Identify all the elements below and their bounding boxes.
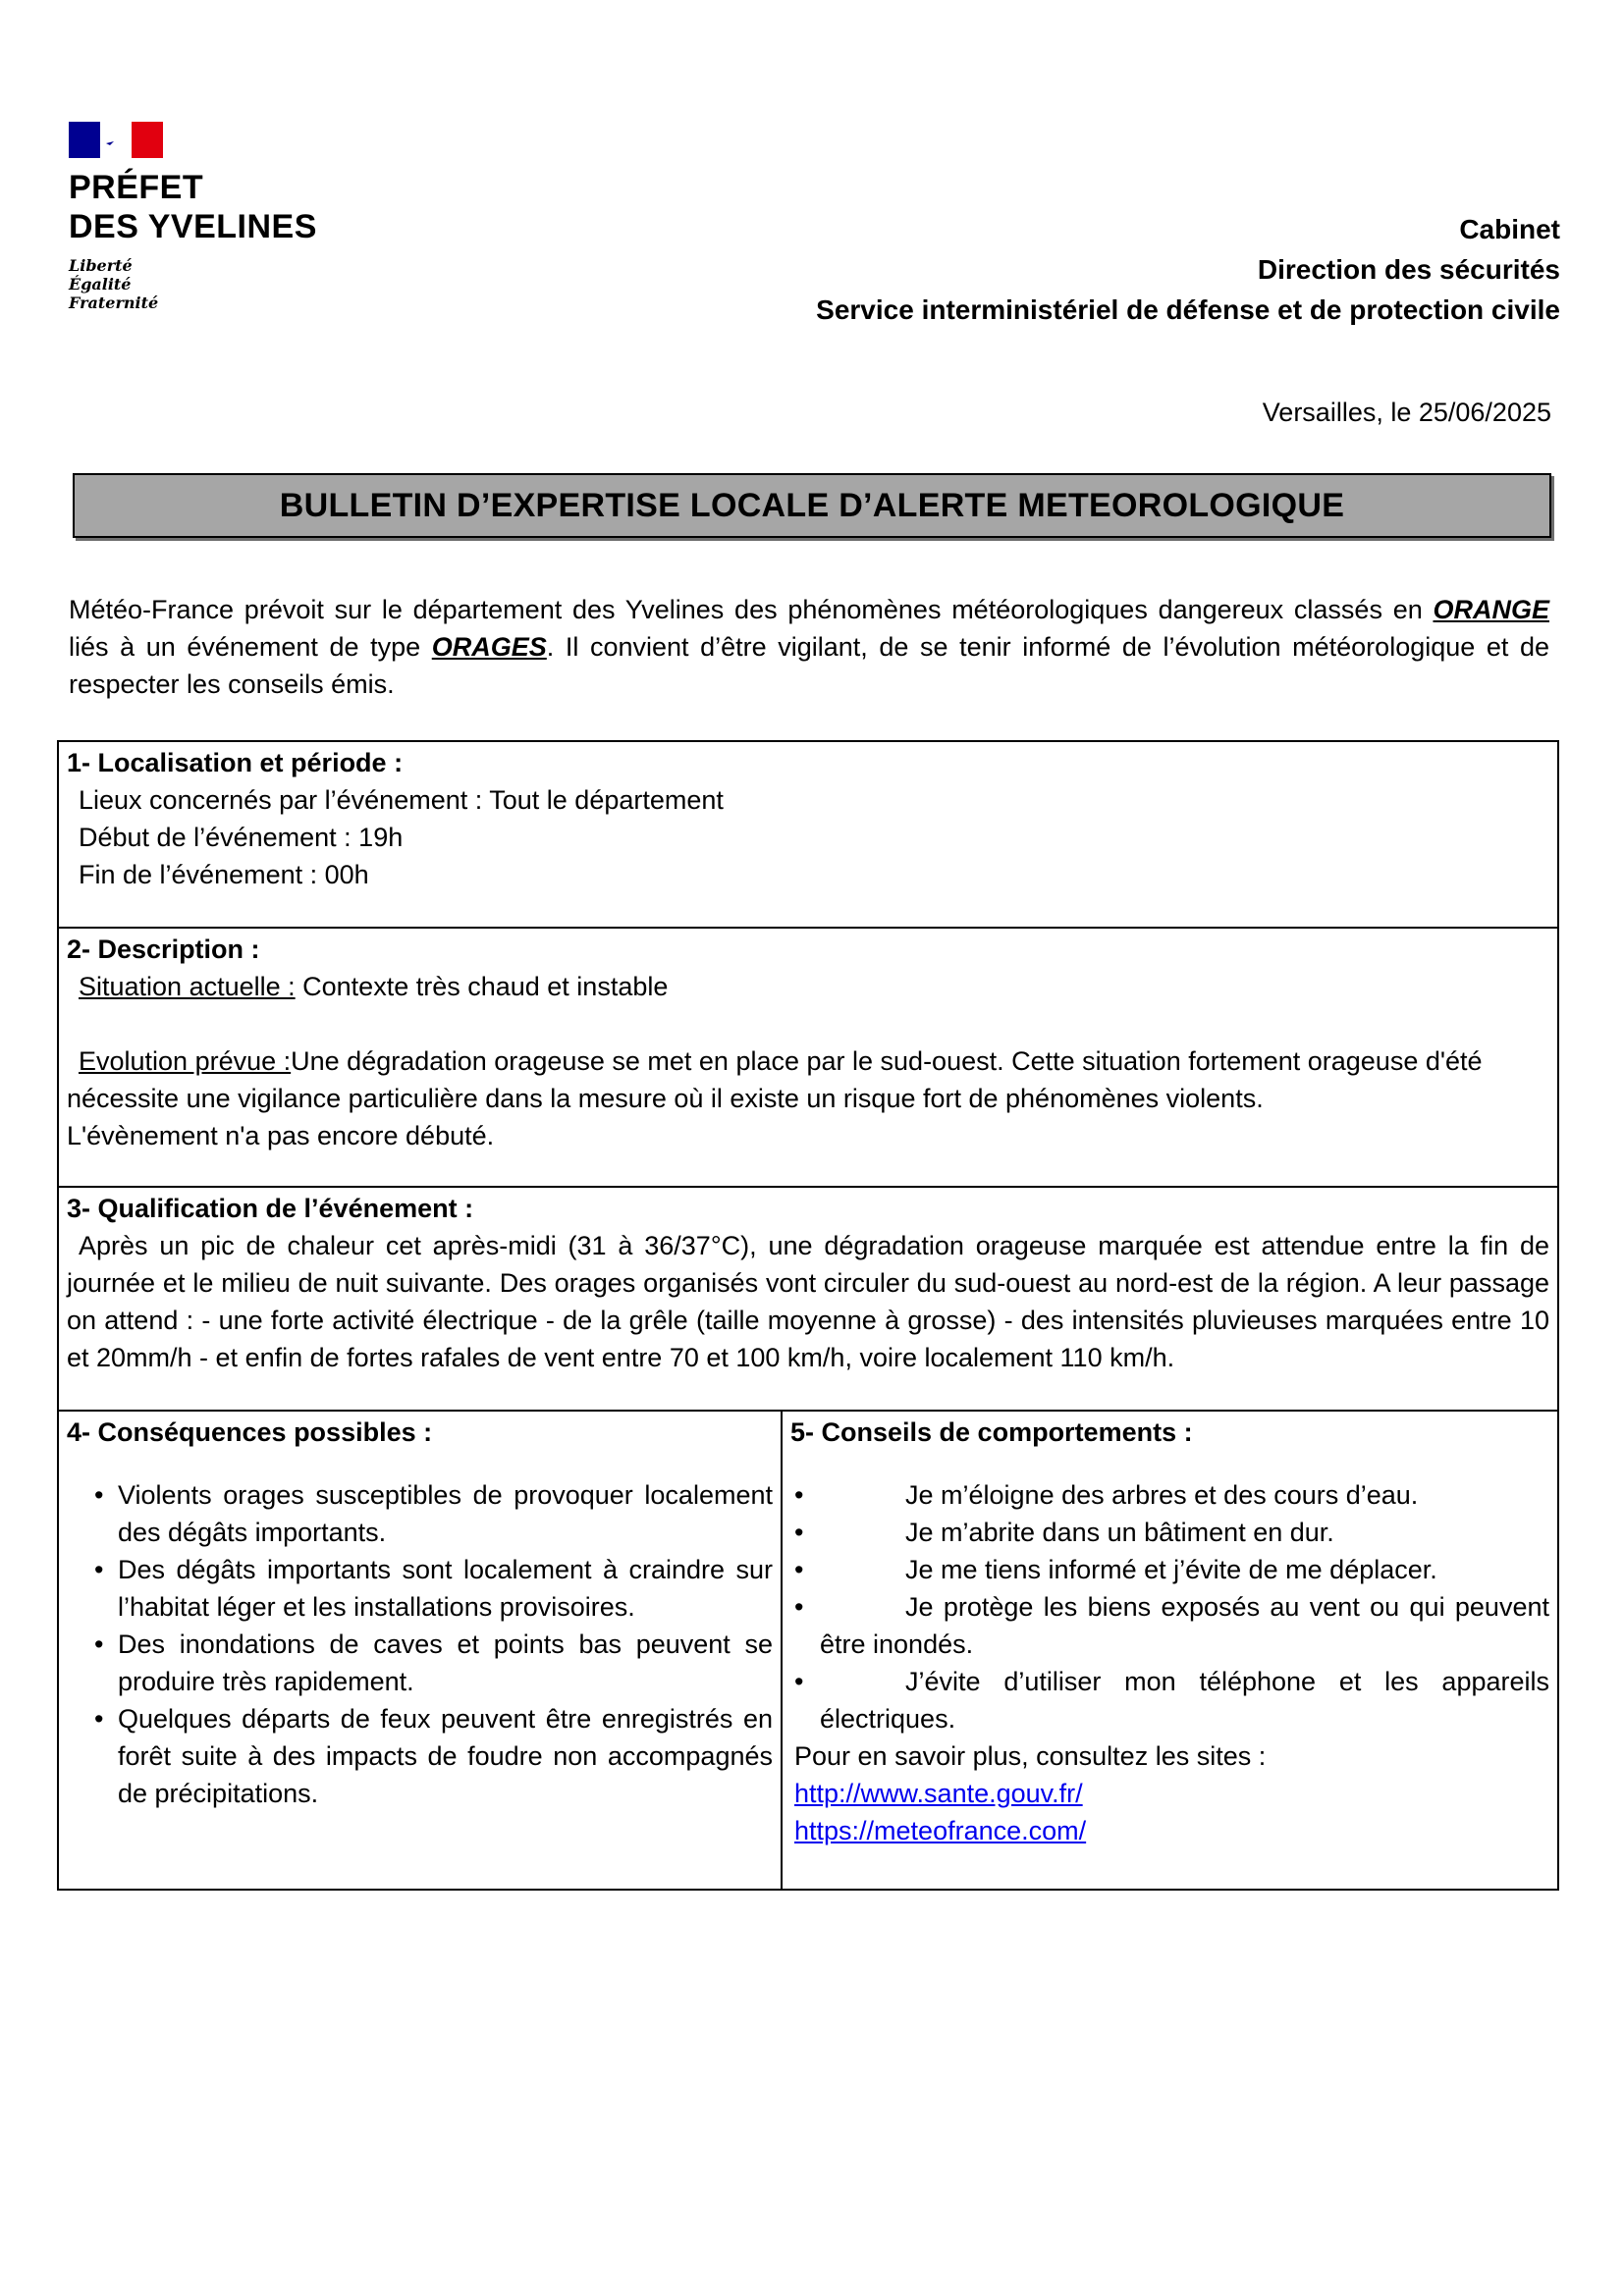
list-item: • Des inondations de caves et points bas peuvent se produire très rapidement. [94,1629,773,1696]
prefecture-name: PRÉFET DES YVELINES [69,169,317,245]
list-item: • Quelques départs de feux peuvent être enregistrés en forêt suite à des impacts de foudre non accompagnés de précipitations. [94,1704,773,1808]
section-consequences-advice [57,1410,1559,1891]
list-item: • Je protège les biens exposés au vent ou qui peuvent être inondés. [794,1592,1549,1659]
intro-paragraph: Météo-France prévoit sur le département des Yvelines des phénomènes météorologiques dangereux classés en ORANGE liés à un événement de type ORAGES. Il convient d’être vigilant, de se tenir informé de l’évolution météorologique et de respecter les conseils émis. [69,595,1549,699]
advice-column: 5- Conseils de comportements : • Je m’éloigne des arbres et des cours d’eau. • Je m’abrite dans un bâtiment en dur. • Je me tiens informé et j’évite de me déplacer. • Je protège les biens exposés au vent ou qui peuvent être inondés. • J’évite d’utiliser mon téléphone et les appareils électriques. Pour en savoir plus, consultez les sites : http://www.sante.gouv.fr/ https://meteofrance.com/ [790,1417,1549,1845]
list-item: • Violents orages susceptibles de provoquer localement des dégâts importants. [94,1480,773,1547]
french-flag-icon [69,122,163,158]
republic-motto: Liberté Égalité Fraternité [69,256,159,312]
section-title: 3- Qualification de l’événement : [67,1194,474,1223]
document-date: Versailles, le 25/06/2025 [1262,398,1551,427]
prefecture-logo [69,122,317,312]
section-title: 2- Description : [67,934,260,964]
section-qualification: 3- Qualification de l’événement : Après un pic de chaleur cet après-midi (31 à 36/37°C), une dégradation orageuse marquée est attendue entre la fin de journée et le milieu de nuit suivante. Des orages organisés vont circuler du sud-ouest au nord-est de la région. A leur passage on attend : - une forte activité électrique - de la grêle (taille moyenne à grosse) - des intensités pluvieuses marquées entre 10 et 20mm/h - et enfin de fortes rafales de vent entre 70 et 100 km/h, voire localement 110 km/h. [57,1186,1559,1412]
consequences-column: 4- Conséquences possibles : • Violents orages susceptibles de provoquer localement des dégâts importants. • Des dégâts importants sont localement à craindre sur l’habitat léger et les installations provisoires. • Des inondations de caves et points bas peuvent se produire très rapidement. • Quelques départs de feux peuvent être enregistrés en forêt suite à des impacts de foudre non accompagnés de précipitations. [59,1412,783,1889]
list-item: • J’évite d’utiliser mon téléphone et les appareils électriques. [794,1667,1549,1734]
meteofrance-link[interactable]: https://meteofrance.com/ [794,1816,1087,1845]
list-item: • Je me tiens informé et j’évite de me déplacer. [794,1555,1437,1584]
bulletin-title: BULLETIN D’EXPERTISE LOCALE D’ALERTE METEOROLOGIQUE [73,473,1551,538]
section-localisation: 1- Localisation et période : Lieux concernés par l’événement : Tout le département Début de l’événement : 19h Fin de l’événement : 00h [57,740,1559,929]
list-item: • Je m’abrite dans un bâtiment en dur. [794,1518,1334,1547]
sante-link[interactable]: http://www.sante.gouv.fr/ [794,1779,1083,1808]
service-block: Cabinet Direction des sécurités Service interministériel de défense et de protection civile [816,214,1560,325]
section-title: 1- Localisation et période : [67,748,404,777]
section-description: 2- Description : Situation actuelle : Contexte très chaud et instable Evolution prévue :Une dégradation orageuse se met en place par le sud-ouest. Cette situation fortement orageuse d'été nécessite une vigilance particulière dans la mesure où il existe un risque fort de phénomènes violents. L'évènement n'a pas encore débuté. [57,927,1559,1188]
list-item: • Des dégâts importants sont localement à craindre sur l’habitat léger et les installations provisoires. [94,1555,773,1622]
list-item: • Je m’éloigne des arbres et des cours d’eau. [794,1480,1419,1510]
event-type: ORAGES [431,632,547,662]
alert-level: ORANGE [1433,595,1549,624]
